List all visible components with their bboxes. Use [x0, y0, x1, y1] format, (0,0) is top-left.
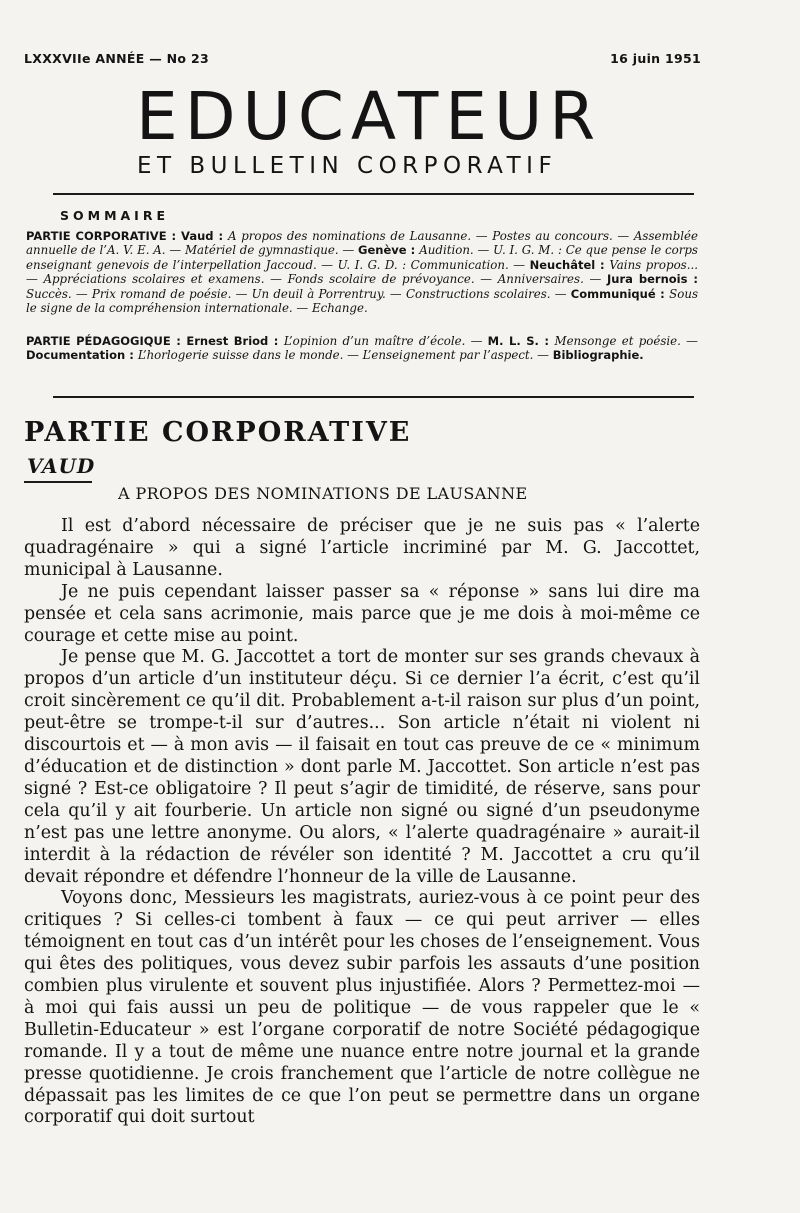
summary-text-segment: L’opinion d’un maître d’école. —: [283, 334, 488, 348]
summary-heading-segment: Documentation :: [26, 348, 138, 363]
bottom-divider: [53, 396, 694, 398]
summary-heading-segment: Ernest Briod :: [186, 334, 284, 348]
summary-heading-segment: Neuchâtel :: [529, 257, 610, 272]
summary-heading-segment: PARTIE CORPORATIVE :: [26, 229, 182, 243]
summary-heading-segment: M. L. S. :: [487, 334, 555, 348]
summary-heading-segment: Vaud :: [181, 229, 228, 243]
summary-heading-segment: Communiqué :: [570, 286, 670, 301]
article-paragraph: Il est d’abord nécessaire de préciser que je ne suis pas « l’alerte quadragénaire » qui a signé l’article incriminé par M. G. Jaccottet, municipal à Lausanne.: [24, 516, 700, 580]
article-paragraph: Voyons donc, Messieurs les magistrats, auriez-vous à ce point peur des critiques ? Si celles-ci tombent à faux — ce qui peut arriver — elles témoignent en tout cas d’un intérêt pour les choses de l’enseignement. Vous qui êtes des politiques, vous devez subir parfois les assauts d’une position combien plus virulente et souvent plus injustifiée. Alors ? Permettez-moi — à moi qui fais aussi un peu de politique — de vous rappeler que le « Bulletin-Educateur » est l’organe corporatif de notre Société pédagogique romande. Il y a tout de même une nuance entre notre journal et la grande presse quotidienne. Je crois franchement que l’article de notre collègue ne dépassait pas les limites de ce que l’on peut se permettre dans un organe corporatif qui doit surtout: [24, 888, 700, 1128]
summary-text-segment: Mensonge et poésie. —: [554, 334, 698, 348]
section-underline: [24, 481, 92, 483]
article-body: [24, 516, 700, 1129]
part-title: PARTIE CORPORATIVE: [24, 417, 412, 448]
summary-heading-segment: Jura bernois :: [607, 272, 698, 287]
summary-text-segment: Sous le signe de la compréhension internationale. — Echange.: [26, 286, 698, 316]
issue-number: LXXXVIIe ANNÉE — No 23: [24, 51, 209, 66]
top-divider: [53, 193, 694, 195]
section-title: VAUD: [27, 454, 96, 478]
masthead-subtitle: ET BULLETIN CORPORATIF: [137, 153, 558, 179]
article-title: A PROPOS DES NOMINATIONS DE LAUSANNE: [118, 484, 528, 503]
masthead-title: EDUCATEUR: [136, 78, 603, 155]
summary-heading-segment: PARTIE PÉDAGOGIQUE :: [26, 334, 187, 348]
summary-pedagogique: [26, 334, 698, 363]
summary-text-segment: Succès. — Prix romand de poésie. — Un deuil à Porrentruy. — Constructions scolaires. —: [26, 286, 571, 301]
summary-text-segment: L’horlogerie suisse dans le monde. — L’enseignement par l’aspect. —: [137, 348, 553, 363]
article-paragraph: Je pense que M. G. Jaccottet a tort de monter sur ses grands chevaux à propos d’un article d’un instituteur déçu. Si ce dernier l’a écrit, c’est qu’il croit sincèrement ce qu’il dit. Probablement a-t-il raison sur plus d’un point, peut-être se trompe-t-il sur d’autres... Son article n’était ni violent ni discourtois et — à mon avis — il faisait en tout cas preuve de ce « minimum d’éducation et de distinction » dont parle M. Jaccottet. Son article n’est pas signé ? Est-ce obligatoire ? Il peut s’agir de timidité, de réserve, sans pour cela qu’il y ait fourberie. Un article non signé ou signé d’un pseudonyme n’est pas une lettre anonyme. Ou alors, « l’alerte quadragénaire » aurait-il interdit à la rédaction de révéler son identité ? M. Jaccottet a cru qu’il devait répondre et défendre l’honneur de la ville de Lausanne.: [24, 647, 700, 887]
summary-corporative: [26, 229, 698, 315]
summary-text-segment: A propos des nominations de Lausanne. — Postes au concours. — Assemblée annuelle de l’A. V. E. A. — Matériel de gymnastique. —: [26, 229, 698, 258]
summary-heading-segment: Genève :: [358, 243, 420, 258]
summary-heading-segment: Bibliographie.: [552, 348, 644, 363]
article-paragraph: Je ne puis cependant laisser passer sa « réponse » sans lui dire ma pensée et cela sans acrimonie, mais parce que je me dois à moi-même ce courage et cette mise au point.: [24, 581, 700, 646]
summary-text-segment: Vains propos... — Appréciations scolaires et examens. — Fonds scolaire de prévoyance. — Anniversaires. —: [26, 257, 698, 287]
issue-date: 16 juin 1951: [610, 51, 701, 66]
summary-text-segment: Audition. — U. I. G. M. : Ce que pense le corps enseignant genevois de l’interpellation Jaccoud. — U. I. G. D. : Communication. —: [26, 243, 698, 272]
sommaire-heading: SOMMAIRE: [60, 208, 169, 223]
issue-header: [24, 51, 700, 69]
